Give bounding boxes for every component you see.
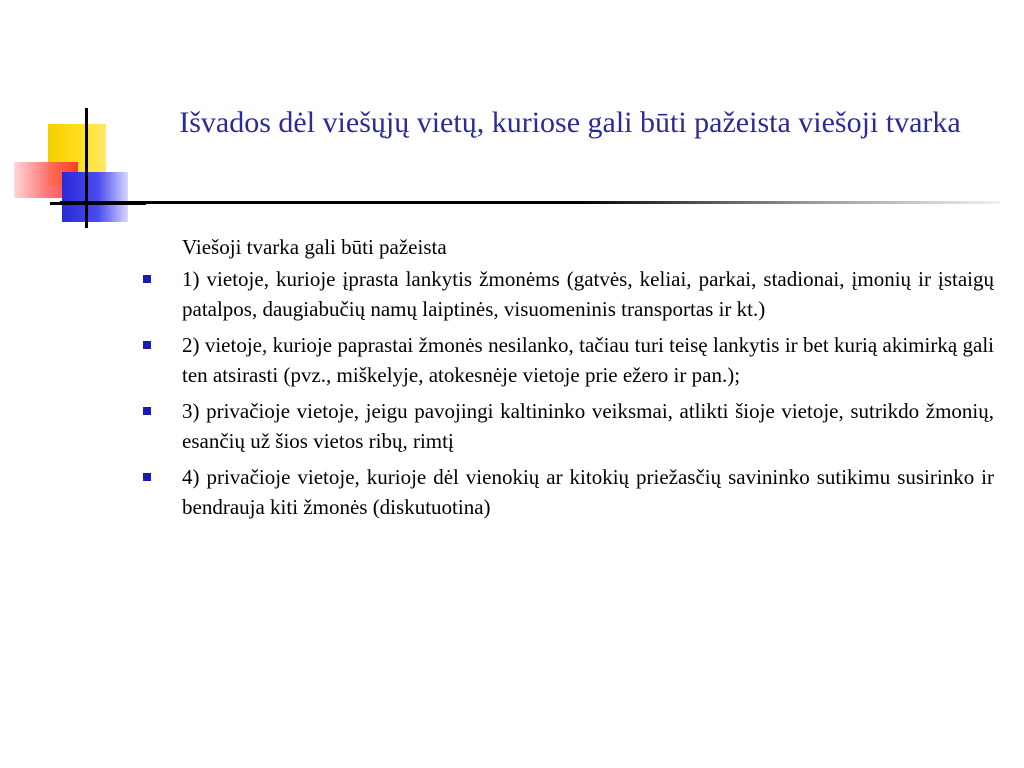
list-item (140, 396, 994, 456)
lead-text: Viešoji tvarka gali būti pažeista (182, 235, 447, 259)
square-bullet-icon (143, 275, 151, 283)
list-item (140, 462, 994, 522)
list-item-text: 2) vietoje, kurioje paprastai žmonės nesilanko, tačiau turi teisę lankytis ir bet kurią akimirką gali ten atsirasti (pvz., miškelyje, atokesnėje vietoje prie ežero ir pan.); (182, 333, 994, 387)
square-bullet-icon (143, 407, 151, 415)
vertical-line-decoration (85, 108, 88, 228)
square-bullet-icon (143, 341, 151, 349)
blue-square-decoration (62, 172, 128, 222)
list-item (140, 264, 994, 324)
bullet-list (140, 264, 994, 522)
square-bullet-icon (143, 473, 151, 481)
list-item-text: 1) vietoje, kurioje įprasta lankytis žmonėms (gatvės, keliai, parkai, stadionai, įmonių ir įstaigų patalpos, daugiabučių namų laiptinės, visuomeninis transportas ir kt.) (182, 267, 994, 321)
title-underline (60, 201, 1000, 204)
list-item-text: 3) privačioje vietoje, jeigu pavojingi kaltininko veiksmai, atlikti šioje vietoje, sutrikdo žmonių, esančių už šios vietos ribų, rimtį (182, 399, 994, 453)
list-item-text: 4) privačioje vietoje, kurioje dėl vienokių ar kitokių priežasčių savininko sutikimu susirinko ir bendrauja kiti žmonės (diskutuotina) (182, 465, 994, 519)
slide-body (140, 232, 994, 528)
slide-title: Išvados dėl viešųjų vietų, kuriose gali būti pažeista viešoji tvarka (179, 106, 961, 139)
list-item (140, 330, 994, 390)
